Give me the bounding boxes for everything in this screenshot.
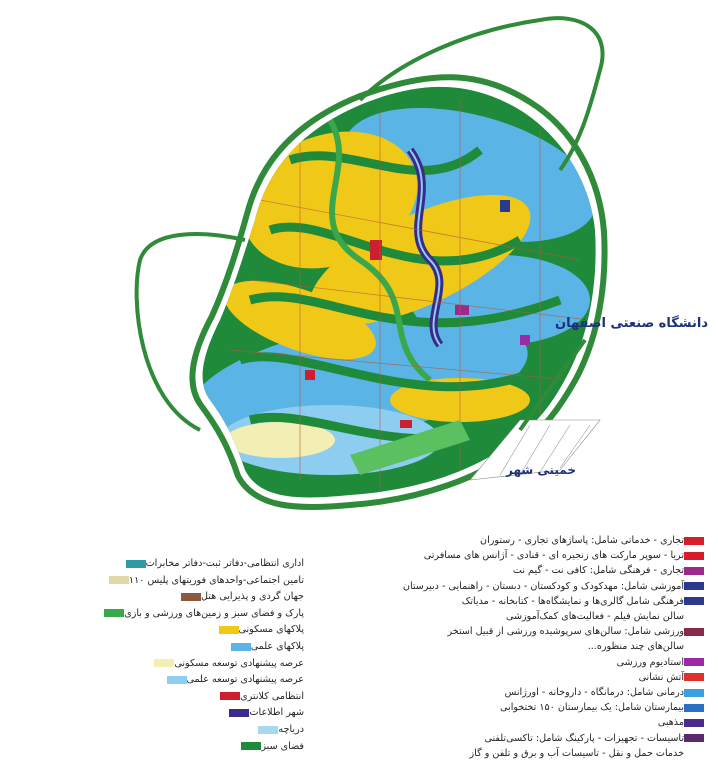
- legend-item: [175, 591, 304, 602]
- legend-item: [506, 611, 710, 622]
- legend-label: سالن‌های چند منظوره...: [587, 641, 684, 653]
- legend-swatch: [684, 734, 704, 742]
- legend-label: پلاکهای مسکونی: [238, 624, 304, 636]
- legend-item: [223, 707, 304, 718]
- legend-item: [639, 672, 710, 683]
- legend-label: مذهبی: [657, 717, 684, 729]
- legend-swatch: [167, 676, 187, 684]
- legend-swatch: [684, 567, 704, 575]
- legend-item: [225, 641, 304, 652]
- legend-item: [484, 733, 710, 744]
- legend-item: [148, 658, 304, 669]
- legend-swatch: [104, 609, 124, 617]
- legend-item: [513, 565, 710, 576]
- legend-label: پلاکهای علمی: [250, 641, 304, 652]
- legend-label: خدمات حمل و نقل - تاسیسات آب و برق و تلفن و گاز: [469, 747, 684, 759]
- legend-right: [370, 535, 710, 765]
- legend-label: شهر اطلاعات: [249, 707, 304, 719]
- legend-item: [214, 691, 304, 702]
- legend-label: درمانی شامل: درمانگاه - داروخانه - اورژانس: [504, 687, 684, 698]
- legend-item: [658, 717, 710, 728]
- legend-label: انتظامی کلانتری: [240, 690, 304, 702]
- legend-swatch: [109, 576, 129, 584]
- legend-swatch: [258, 726, 278, 734]
- legend-label: تاسیسات - تجهیزات - پارکینگ شامل: تاکسی‌تلفنی: [484, 732, 684, 744]
- legend-swatch: [126, 560, 146, 568]
- legend-swatch: [684, 719, 704, 727]
- legend-label: دریاچه: [278, 724, 304, 735]
- legend-item: [403, 581, 710, 592]
- legend-label: آموزشی شامل: مهدکودک و کودکستان - دبستان - راهنمایی - دبیرستان: [402, 580, 684, 592]
- legend-item: [424, 550, 710, 561]
- university-label: دانشگاه صنعتی اصفهان: [555, 316, 709, 331]
- legend-item: [588, 641, 710, 652]
- legend-swatch: [684, 552, 704, 560]
- legend-label: تجاری - فرهنگی شامل: کافی نت - گیم نت: [512, 565, 684, 577]
- legend-label: سالن نمایش فیلم - فعالیت‌های کمک‌آموزشی: [506, 611, 684, 622]
- legend-item: [500, 702, 710, 713]
- legend-swatch: [154, 659, 174, 667]
- legend-item: [480, 535, 710, 546]
- legend-swatch: [684, 749, 704, 757]
- legend-label: تریا - سوپر مارکت های زنجیره ای - قنادی - آژانس های مسافرتی: [423, 550, 684, 562]
- legend-swatch: [684, 537, 704, 545]
- legend-left: [92, 558, 304, 758]
- legend-item: [617, 657, 710, 668]
- legend-label: فرهنگی شامل گالری‌ها و نمایشگاه‌ها - کتابخانه - مدیاتک: [461, 595, 684, 607]
- legend-swatch: [684, 613, 704, 621]
- legend-swatch: [684, 643, 704, 651]
- legend-item: [470, 748, 710, 759]
- legend-label: تجاری - خدماتی شامل: پاساژهای تجاری - رستوران: [480, 535, 684, 546]
- legend-swatch: [231, 643, 251, 651]
- legend-label: بیمارستان شامل: یک بیمارستان ۱۵۰ تختخوابی: [500, 702, 684, 714]
- legend-label: جهان گردی و پذیرایی هتل: [200, 591, 304, 603]
- legend-label: ورزشی شامل: سالن‌های سرپوشیده ورزشی از قبیل استخر: [447, 626, 684, 638]
- legend-label: استادیوم ورزشی: [616, 656, 684, 668]
- legend-item: [161, 674, 304, 685]
- legend-item: [448, 626, 710, 637]
- legend-swatch: [241, 742, 261, 750]
- legend-label: پارک و فضای سبز و زمین‌های ورزشی و بازی: [124, 607, 304, 619]
- legend-swatch: [684, 704, 704, 712]
- legend-swatch: [684, 689, 704, 697]
- legend-label: اداری انتظامی-دفاتر ثبت-دفاتر مخابرات: [145, 558, 304, 569]
- legend-item: [462, 596, 710, 607]
- legend-item: [252, 724, 304, 735]
- legend-label: تامین اجتماعی-واحدهای فوریتهای پلیس ۱۱۰: [128, 574, 304, 586]
- legend-swatch: [684, 628, 704, 636]
- legend-item: [98, 608, 304, 619]
- legend-item: [213, 624, 304, 635]
- legend-item: [505, 687, 710, 698]
- legend-swatch: [229, 709, 249, 717]
- city-label: خمینی شهر: [506, 463, 576, 477]
- legend-swatch: [684, 597, 704, 605]
- legend-swatch: [684, 673, 704, 681]
- legend-item: [120, 558, 304, 569]
- legend-item: [235, 741, 304, 752]
- legend-swatch: [684, 658, 704, 666]
- legend-item: [103, 575, 304, 586]
- legend-swatch: [684, 582, 704, 590]
- legend-label: عرصه پیشنهادی توسعه علمی: [186, 674, 304, 686]
- legend-label: فضای سبز: [261, 740, 304, 752]
- legend-label: آتش نشانی: [638, 671, 684, 683]
- legend-label: عرصه پیشنهادی توسعه مسکونی: [174, 657, 304, 669]
- legend-swatch: [181, 593, 201, 601]
- legend-swatch: [220, 692, 240, 700]
- legend-swatch: [219, 626, 239, 634]
